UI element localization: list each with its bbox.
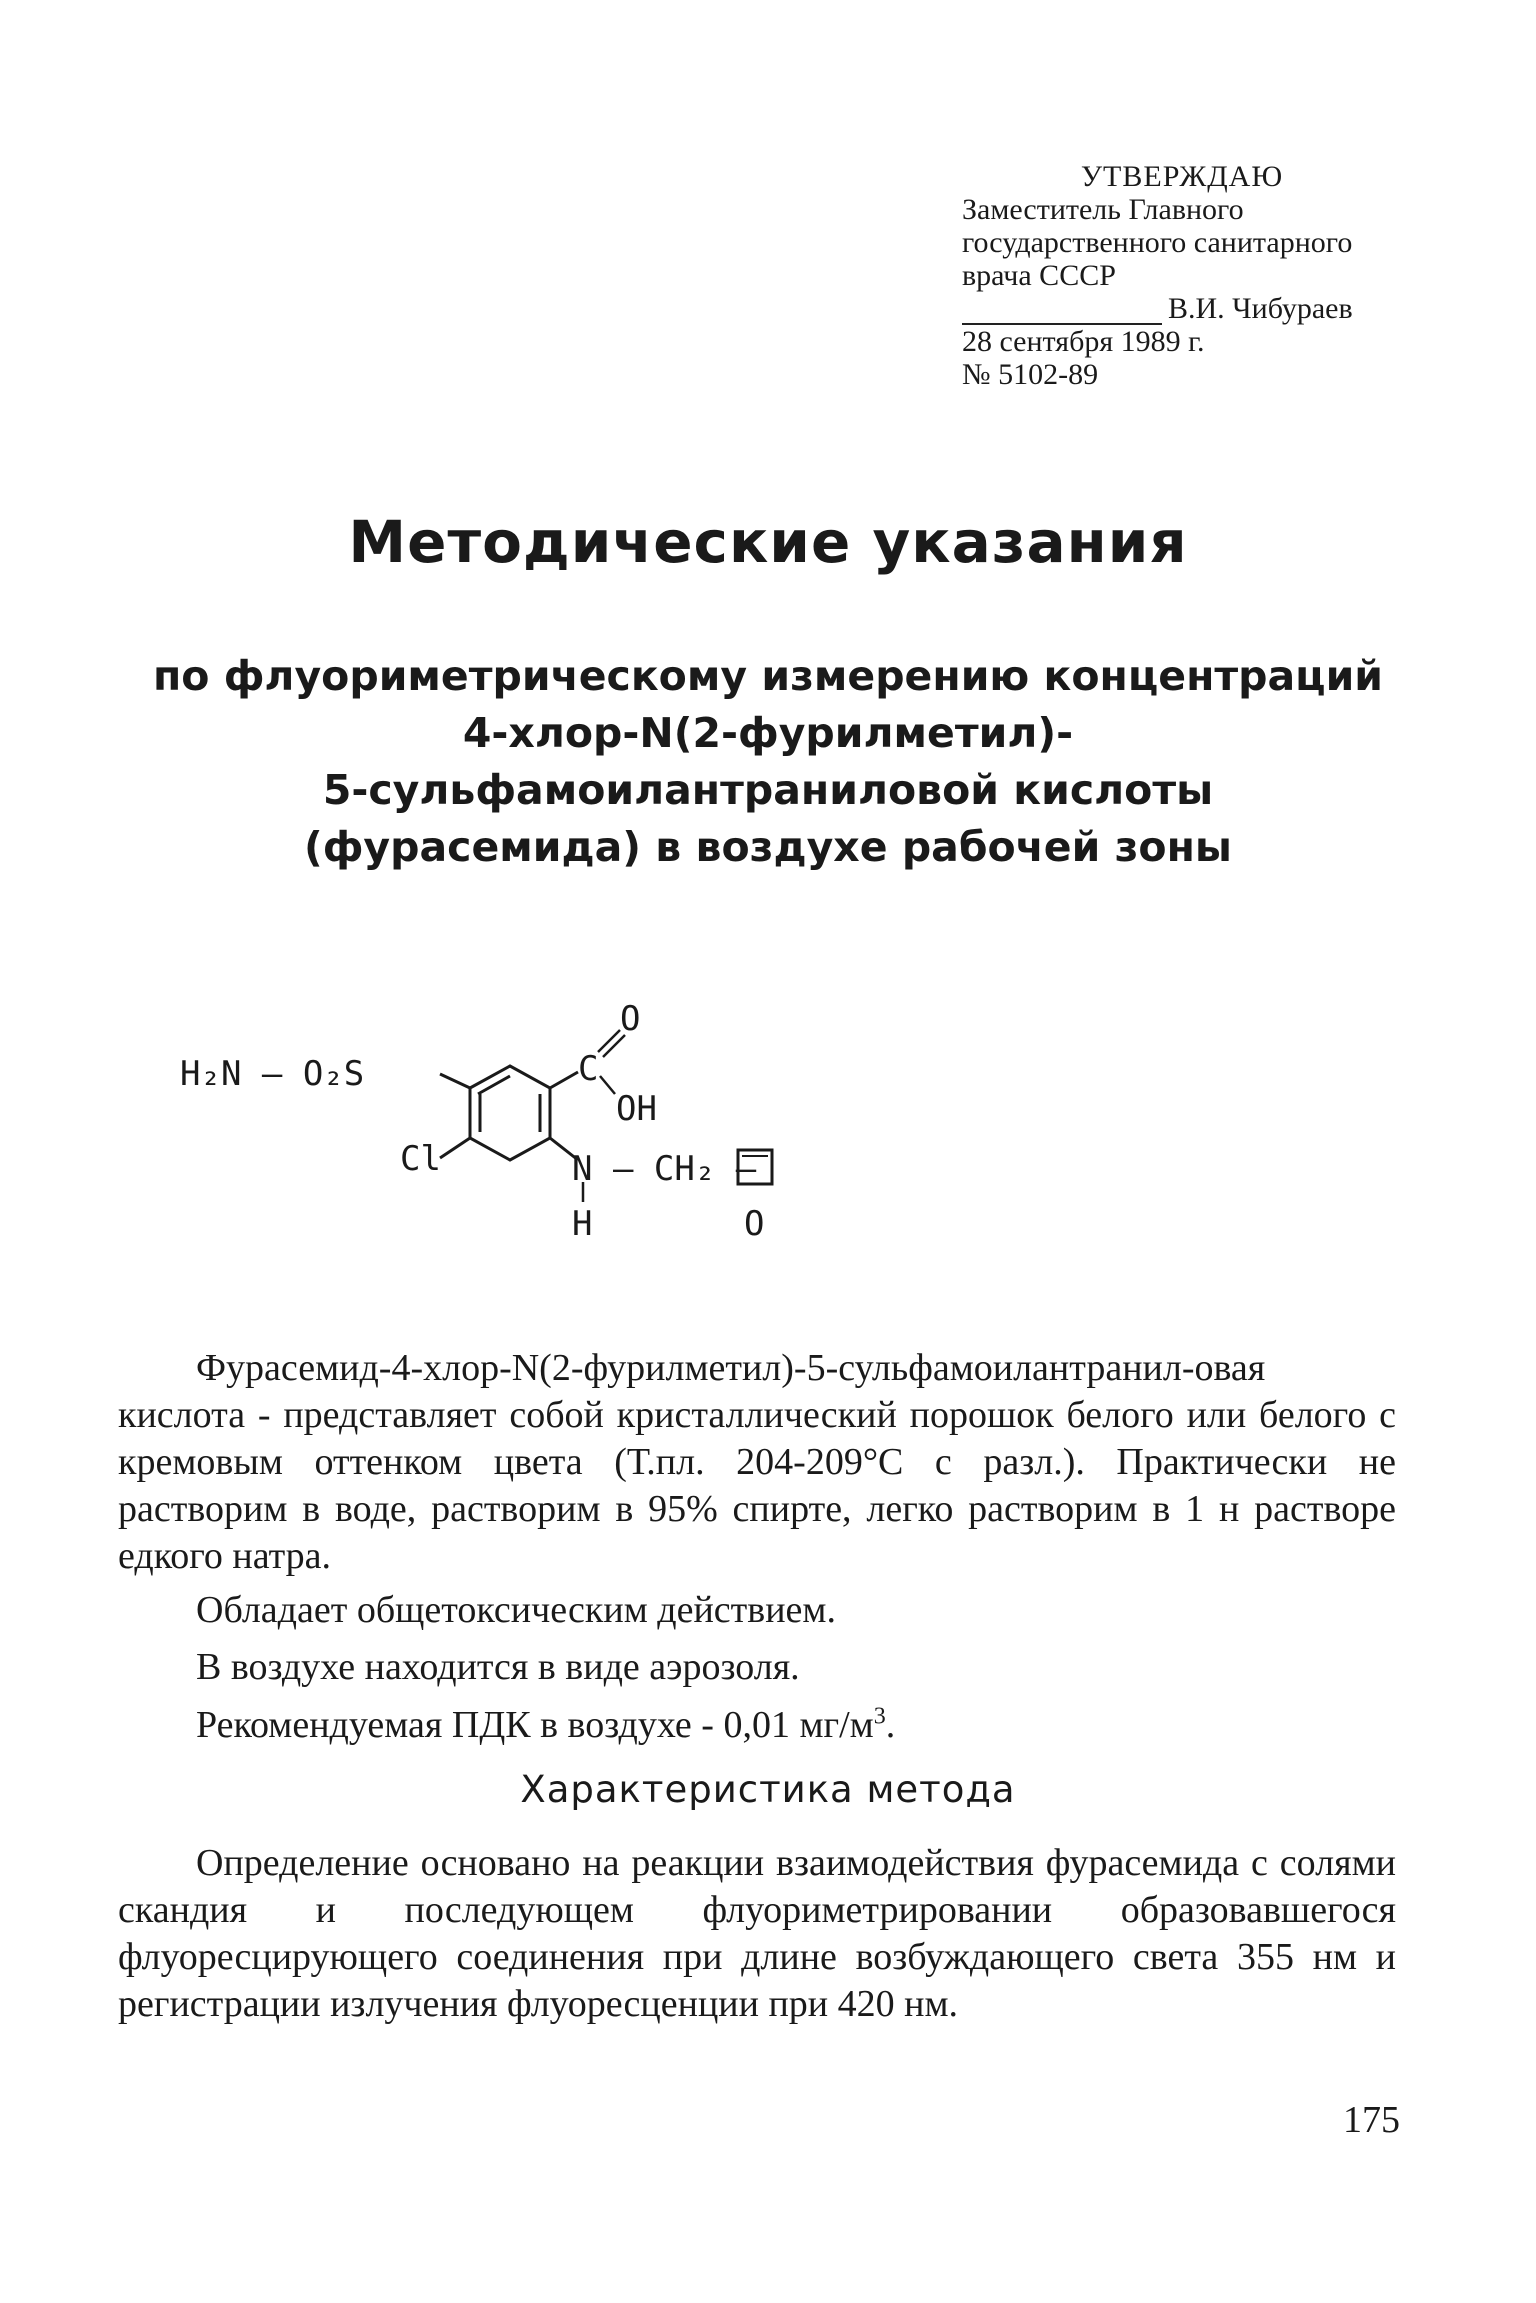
subtitle-line-4: (фурасемида) в воздухе рабочей зоны	[304, 823, 1232, 871]
bond-carboxyl	[550, 1072, 578, 1088]
approval-number: № 5102-89	[962, 358, 1099, 391]
oxygen-label-carbonyl: O	[620, 999, 641, 1039]
toxicity-paragraph: Обладает общетоксическим действием.	[196, 1589, 836, 1631]
approval-position-line3: врача СССР	[962, 259, 1116, 292]
pdk-paragraph	[196, 1703, 895, 1747]
bond-c-oh	[600, 1076, 615, 1094]
bond-c-o-double-a	[598, 1030, 620, 1052]
approval-block	[962, 160, 1402, 391]
approval-position-line2: государственного санитарного	[962, 226, 1353, 259]
section-heading: Характеристика метода	[520, 1768, 1016, 1811]
subtitle-line-3: 5-сульфамоилантраниловой кислоты	[322, 766, 1214, 814]
air-form-paragraph: В воздухе находится в виде аэрозоля.	[196, 1646, 800, 1688]
subtitle-line-2: 4-хлор-N(2-фурилметил)-	[462, 709, 1074, 757]
furan-oxygen-label: O	[744, 1204, 765, 1244]
page-number: 175	[1343, 2099, 1400, 2141]
approval-position-line1: Заместитель Главного	[962, 193, 1244, 226]
subtitle-line-1: по флуориметрическому измерению концентраций	[152, 652, 1384, 700]
benzene-ring	[470, 1066, 550, 1160]
chemical-structure-diagram	[180, 990, 880, 1290]
pdk-end: .	[885, 1704, 896, 1746]
approval-heading: УТВЕРЖДАЮ	[1080, 160, 1284, 193]
double-bond-1	[478, 1076, 510, 1094]
sulfamoyl-label: H₂N – O₂S	[180, 1054, 365, 1094]
approval-date: 28 сентября 1989 г.	[962, 325, 1205, 358]
pdk-text: Рекомендуемая ПДК в воздухе - 0,01 мг/м	[196, 1704, 874, 1746]
signature-line	[962, 299, 1162, 325]
hydrogen-label: H	[572, 1204, 593, 1244]
document-title: Методические указания	[348, 508, 1188, 576]
signatory-name: В.И. Чибураев	[1168, 292, 1353, 325]
bond-chlorine	[440, 1138, 470, 1158]
method-paragraph: Определение основано на реакции взаимодействия фурасемида с солями скандия и последующем флуориметрировании образовавшегося флуоресцирующего соединения при длине возбуждающего света 355 нм и регистрации излучения флуоресценции при 420 нм.	[118, 1842, 1396, 2025]
description-paragraph: Фурасемид-4-хлор-N(2-фурилметил)-5-сульфамоилантранил-овая кислота - представляет собой кристаллический порошок белого или белого с кремовым оттенком цвета (Т.пл. 204-209°С с разл.). Практически не растворим в воде, растворим в 95% спирте, легко растворим в 1 н растворе едкого натра.	[118, 1347, 1396, 1577]
nitrogen-chain-label: N – CH₂ —	[572, 1149, 757, 1189]
bond-sulfonyl	[440, 1074, 470, 1088]
document-subtitle	[150, 648, 1386, 876]
hydroxyl-label: OH	[616, 1089, 657, 1129]
signature-row	[962, 292, 1402, 325]
pdk-exponent: 3	[873, 1703, 886, 1730]
carbon-label: C	[578, 1049, 599, 1089]
chlorine-label: Cl	[400, 1139, 441, 1179]
